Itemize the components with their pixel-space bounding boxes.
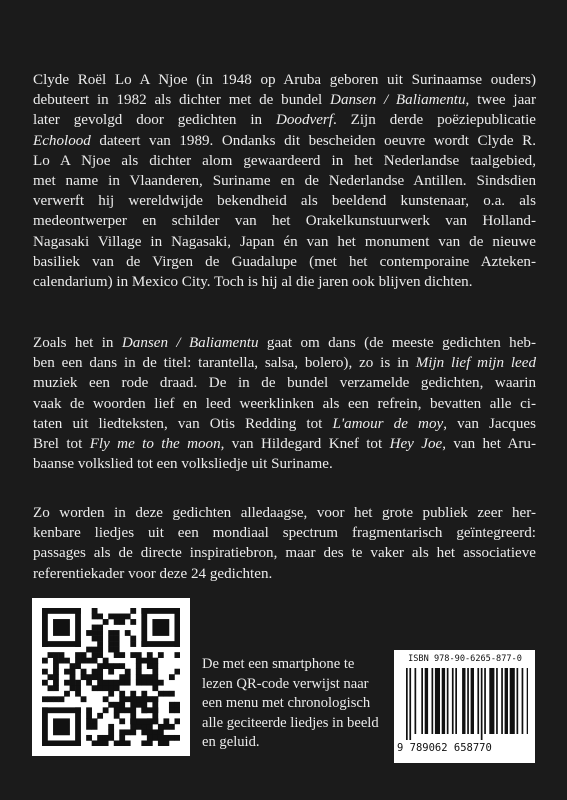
text-run: . Zijn derde poëziepublicatie [332, 112, 536, 129]
text-run: Zo worden in deze gedichten alledaagse, voor het grote publiek zeer her- [33, 505, 536, 521]
text-line [33, 252, 536, 272]
text-run: verwerft hij wereldwijde bekendheid als beeldend kunstenaar, o.a. als [33, 193, 536, 210]
paragraph-dance-music [33, 333, 536, 474]
text-run: basiliek van de Virgen de Guadalupe (met het contemporaine Azteken- [33, 253, 536, 270]
italic-title: Hey Joe [389, 436, 443, 453]
text-run: dateert van 1989. Ondanks dit bescheiden oeuvre wordt Clyde R. [90, 132, 536, 149]
text-run: taten uit liedteksten, van Otis Redding tot [33, 415, 333, 432]
italic-title: Doodverf [275, 112, 333, 129]
text-line [33, 70, 536, 90]
text-run: referentiekader voor deze 24 gedichten. [33, 565, 273, 582]
ean-digits: 9 789062 658770 [397, 742, 492, 754]
text-run: Brel tot [33, 436, 90, 453]
text-line [33, 394, 536, 414]
text-line [33, 503, 536, 523]
text-line [33, 272, 536, 292]
text-run: medeontwerper en schilder van het Orakelkunstuurwerk van Holland- [33, 213, 536, 230]
qr-code[interactable] [32, 598, 190, 756]
text-run: , twee jaar [465, 92, 536, 109]
text-line [33, 543, 536, 563]
qr-note [202, 655, 382, 753]
text-line [33, 373, 536, 393]
text-run: Nagasaki Village in Nagasaki, Japan én van het monument van de nieuwe [33, 233, 536, 250]
text-line [33, 131, 536, 151]
text-line [33, 414, 536, 434]
text-line [33, 333, 536, 353]
text-line [33, 454, 536, 474]
text-line [33, 90, 536, 110]
text-run: debuteert in 1982 als dichter met de bundel [33, 92, 331, 109]
italic-title: Dansen / Baliamentu [121, 335, 259, 351]
qr-note-line: lezen QR-code verwijst naar [202, 675, 369, 692]
italic-title: Fly me to the moon [89, 436, 221, 453]
text-line [33, 151, 536, 171]
qr-code-icon [42, 608, 180, 746]
text-run: Zoals het in [33, 335, 122, 351]
text-run: kenbare liedjes uit een mondiaal spectrum fragmentarisch geïntegreerd: [33, 525, 536, 542]
italic-title: Dansen / Baliamentu [330, 92, 466, 109]
italic-title: Mijn lief mijn leed [415, 355, 536, 372]
text-run: , van Hildegard Knef tot [220, 436, 390, 453]
text-run: Clyde Roël Lo A Njoe (in 1948 op Aruba geboren uit Surinaamse ouders) [33, 72, 536, 88]
text-run: later gevolgd door gedichten in [33, 112, 276, 129]
text-run: ben een dans in de titel: tarantella, salsa, bolero), zo is in [33, 355, 416, 372]
italic-title: Echolood [33, 132, 91, 149]
text-run: calendarium) in Mexico City. Toch is hij al die jaren ook blijven dichten. [33, 274, 473, 291]
isbn-label: ISBN 978-90-6265-877-0 [408, 654, 522, 664]
text-run: baanse volkslied tot een volksliedje uit Suriname. [33, 456, 333, 473]
text-line [33, 353, 536, 373]
text-run: vaak de woorden lief en leed weerklinken als een refrein, bevatten alle ci- [33, 395, 536, 412]
text-line [33, 434, 536, 454]
text-line [33, 564, 536, 584]
isbn-barcode [394, 650, 535, 763]
text-line [33, 523, 536, 543]
paragraph-songs [33, 503, 536, 584]
barcode-icon [402, 668, 528, 740]
text-line [33, 211, 536, 231]
text-line [33, 191, 536, 211]
qr-note-line: en geluid. [202, 734, 260, 751]
text-line [33, 110, 536, 130]
text-run: gaat om dans (de meeste gedichten heb- [258, 335, 536, 351]
text-run: met name in Vlaanderen, Suriname en de Nederlandse Antillen. Sindsdien [33, 173, 536, 190]
qr-note-line: De met een smartphone te [202, 656, 355, 672]
text-line [33, 171, 536, 191]
qr-note-line: alle geciteerde liedjes in beeld [202, 714, 379, 731]
text-run: , van het Aru- [442, 436, 536, 453]
text-run: Lo A Njoe als dichter alom gewaardeerd in het Nederlandse taalgebied, [33, 152, 536, 169]
paragraph-biography [33, 70, 536, 292]
text-run: muziek een rode draad. De in de bundel verzamelde gedichten, waarin [33, 375, 536, 392]
text-run: passages als de directe inspiratiebron, maar des te vaker als het associatieve [33, 545, 536, 562]
qr-note-line: een menu met chronologisch [202, 695, 371, 712]
text-run: , van Jacques [443, 415, 536, 432]
text-line [33, 232, 536, 252]
italic-title: L'amour de moy [332, 415, 444, 432]
